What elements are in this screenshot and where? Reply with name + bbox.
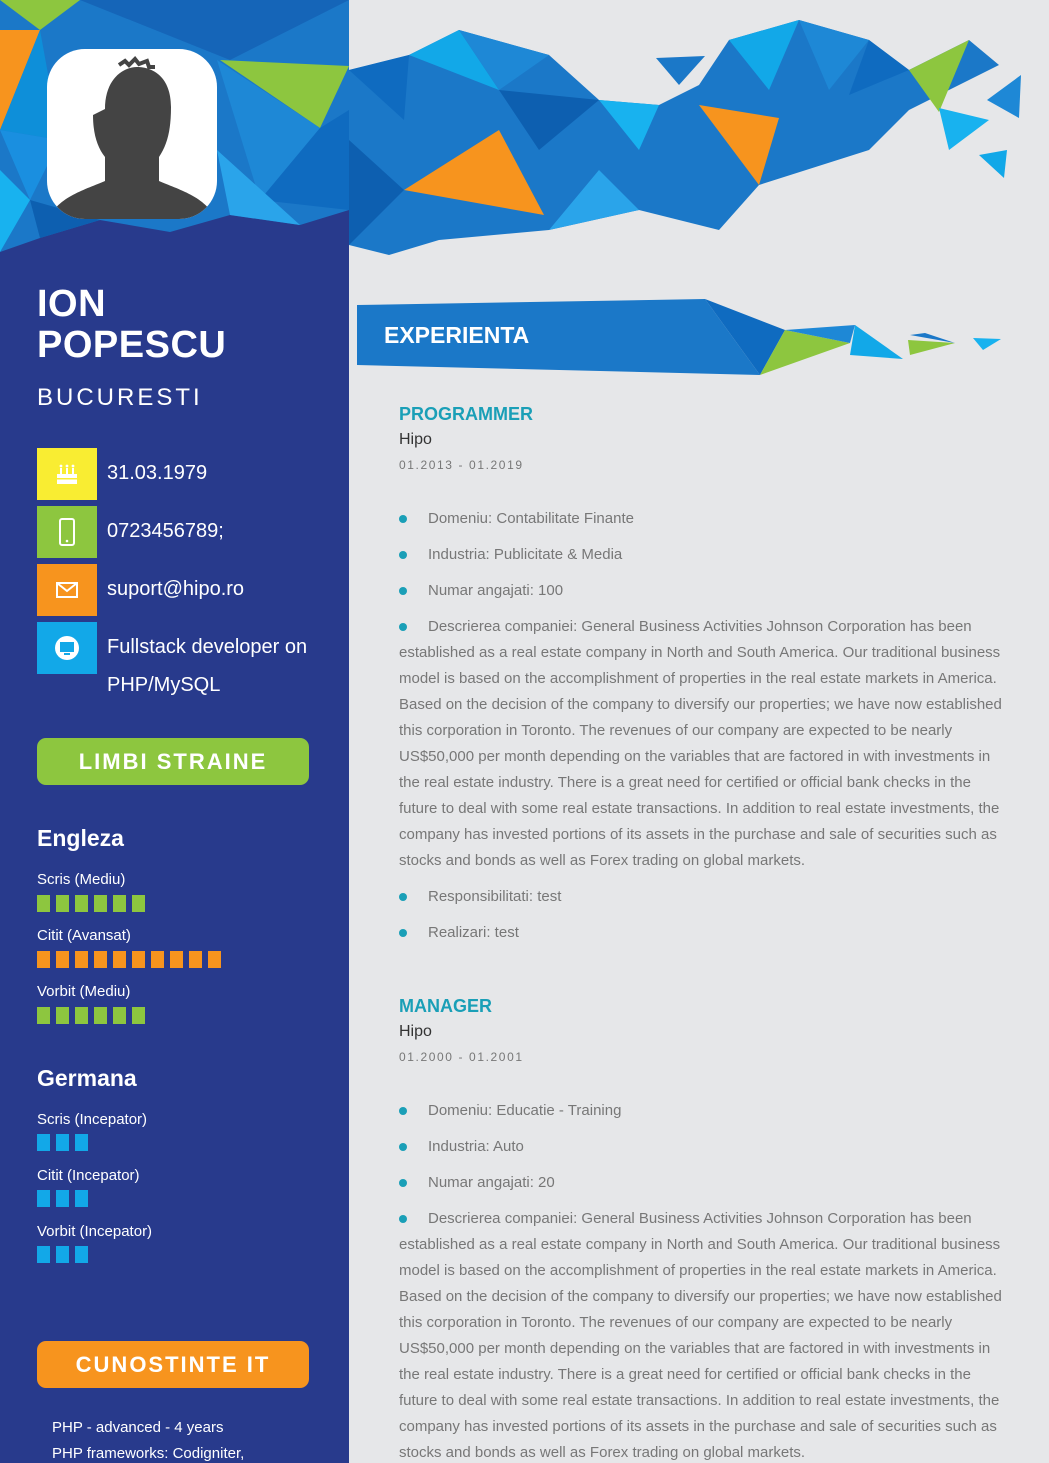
job-description: Descrierea companiei: General Business Activities Johnson Corporation has been established as a real estate company in North and South America. Our traditional business model is based on the accomplishment of properties in the real estate markets in America. Based on the decision of the company to diversify our properties; we have now established this corporation in Toronto. The revenues of our company are expected to be nearly US$50,000 per month depending on the variables that are factored in with investments in the real estate industry. There is a great need for certified or official bank checks in the future to deal with some real estate transactions. In addition to real estate investments, the company has invested portions of its assets in the purchase and sale of securities such as stocks and bonds as well as Forex trading on global markets. xyxy=(399,614,1007,874)
job-detail-item: Realizari: test xyxy=(399,920,1007,946)
last-name: POPESCU xyxy=(37,324,227,366)
skill-level-square xyxy=(37,1007,50,1024)
experience-entry xyxy=(399,996,1007,1463)
birthday-cake-icon xyxy=(37,448,97,500)
skill-level-square xyxy=(75,1007,88,1024)
skill-level-square xyxy=(75,951,88,968)
job-dates: 01.2013 - 01.2019 xyxy=(399,458,524,472)
skill-level-square xyxy=(189,951,202,968)
job-dates: 01.2000 - 01.2001 xyxy=(399,1050,524,1064)
skill-level-square xyxy=(75,895,88,912)
job-detail-item: Responsibilitati: test xyxy=(399,884,1007,910)
skill-level-square xyxy=(37,1246,50,1263)
monitor-icon xyxy=(37,622,97,674)
job-company: Hipo xyxy=(399,431,432,448)
it-skill-item: PHP frameworks: Codigniter, xyxy=(52,1445,245,1462)
full-name xyxy=(37,284,226,366)
skill-level-square xyxy=(56,951,69,968)
job-detail-item: Numar angajati: 20 xyxy=(399,1170,1007,1196)
skill-level-square xyxy=(56,895,69,912)
skill-label: Scris (Incepator) xyxy=(37,1111,148,1128)
skill-level-square xyxy=(94,951,107,968)
language-name: Germana xyxy=(37,1065,137,1091)
job-detail-item: Industria: Publicitate & Media xyxy=(399,542,1007,568)
skill-level-square xyxy=(132,951,145,968)
skill-level-square xyxy=(37,951,50,968)
skill-level-square xyxy=(56,1190,69,1207)
job-detail-item: Industria: Auto xyxy=(399,1134,1007,1160)
job-description: Descrierea companiei: General Business Activities Johnson Corporation has been established as a real estate company in North and South America. Our traditional business model is based on the accomplishment of properties in the real estate markets in America. Based on the decision of the company to diversify our properties; we have now established this corporation in Toronto. The revenues of our company are expected to be nearly US$50,000 per month depending on the variables that are factored in with investments in the real estate industry. There is a great need for certified or official bank checks in the future to deal with some real estate transactions. In addition to real estate investments, the company has invested portions of its assets in the purchase and sale of securities such as stocks and bonds as well as Forex trading on global markets. xyxy=(399,1206,1007,1463)
first-name: ION xyxy=(37,283,107,325)
envelope-icon xyxy=(37,564,97,616)
skill-level-square xyxy=(56,1134,69,1151)
experience-entry xyxy=(399,404,1007,956)
birthdate-text: 31.03.1979 xyxy=(107,462,208,484)
avatar xyxy=(47,49,217,219)
sidebar xyxy=(0,0,349,1463)
skill-level-square xyxy=(37,895,50,912)
skill-level-square xyxy=(170,951,183,968)
skill-level-square xyxy=(132,1007,145,1024)
contact-email xyxy=(37,564,337,616)
it-skills-list xyxy=(52,1415,244,1463)
skill-label: Citit (Avansat) xyxy=(37,927,131,944)
header-polygon-decoration xyxy=(349,0,1049,265)
contact-birthdate xyxy=(37,448,337,500)
job-title: MANAGER xyxy=(399,996,492,1016)
skill-level-square xyxy=(113,1007,126,1024)
skill-level-square xyxy=(75,1190,88,1207)
skill-level-bar xyxy=(37,1190,94,1207)
skill-level-square xyxy=(94,1007,107,1024)
skill-level-bar xyxy=(37,951,227,968)
job-details-list xyxy=(399,1098,1007,1463)
experience-header: EXPERIENTA xyxy=(384,322,530,348)
skill-label: Vorbit (Mediu) xyxy=(37,983,131,1000)
contact-job-title xyxy=(37,622,337,696)
skill-level-square xyxy=(75,1134,88,1151)
job-detail-item: Domeniu: Educatie - Training xyxy=(399,1098,1007,1124)
email-text[interactable]: suport@hipo.ro xyxy=(107,578,245,600)
contact-phone xyxy=(37,506,337,558)
skill-level-bar xyxy=(37,1246,94,1263)
skill-label: Citit (Incepator) xyxy=(37,1167,140,1184)
skill-level-square xyxy=(56,1246,69,1263)
skill-level-square xyxy=(151,951,164,968)
job-details-list xyxy=(399,506,1007,946)
skill-level-square xyxy=(113,895,126,912)
skill-level-bar xyxy=(37,1134,94,1151)
person-silhouette-icon xyxy=(47,49,217,219)
languages-header: LIMBI STRAINE xyxy=(37,738,309,785)
skill-level-square xyxy=(37,1134,50,1151)
skill-level-bar xyxy=(37,895,151,912)
skill-level-square xyxy=(208,951,221,968)
skill-level-square xyxy=(75,1246,88,1263)
job-title: PROGRAMMER xyxy=(399,404,533,424)
skill-level-square xyxy=(37,1190,50,1207)
it-skill-item: PHP - advanced - 4 years xyxy=(52,1419,224,1436)
skill-level-bar xyxy=(37,1007,151,1024)
skill-level-square xyxy=(113,951,126,968)
skill-level-square xyxy=(56,1007,69,1024)
job-detail-item: Domeniu: Contabilitate Finante xyxy=(399,506,1007,532)
city: BUCURESTI xyxy=(37,384,203,411)
skill-label: Scris (Mediu) xyxy=(37,871,126,888)
job-company: Hipo xyxy=(399,1023,432,1040)
skill-level-square xyxy=(94,895,107,912)
job-title-text: Fullstack developer on PHP/MySQL xyxy=(107,636,308,696)
it-skills-header: CUNOSTINTE IT xyxy=(37,1341,309,1388)
language-name: Engleza xyxy=(37,825,124,851)
skill-label: Vorbit (Incepator) xyxy=(37,1223,153,1240)
job-detail-item: Numar angajati: 100 xyxy=(399,578,1007,604)
mobile-phone-icon xyxy=(37,506,97,558)
skill-level-square xyxy=(132,895,145,912)
phone-text[interactable]: 0723456789; xyxy=(107,520,224,542)
